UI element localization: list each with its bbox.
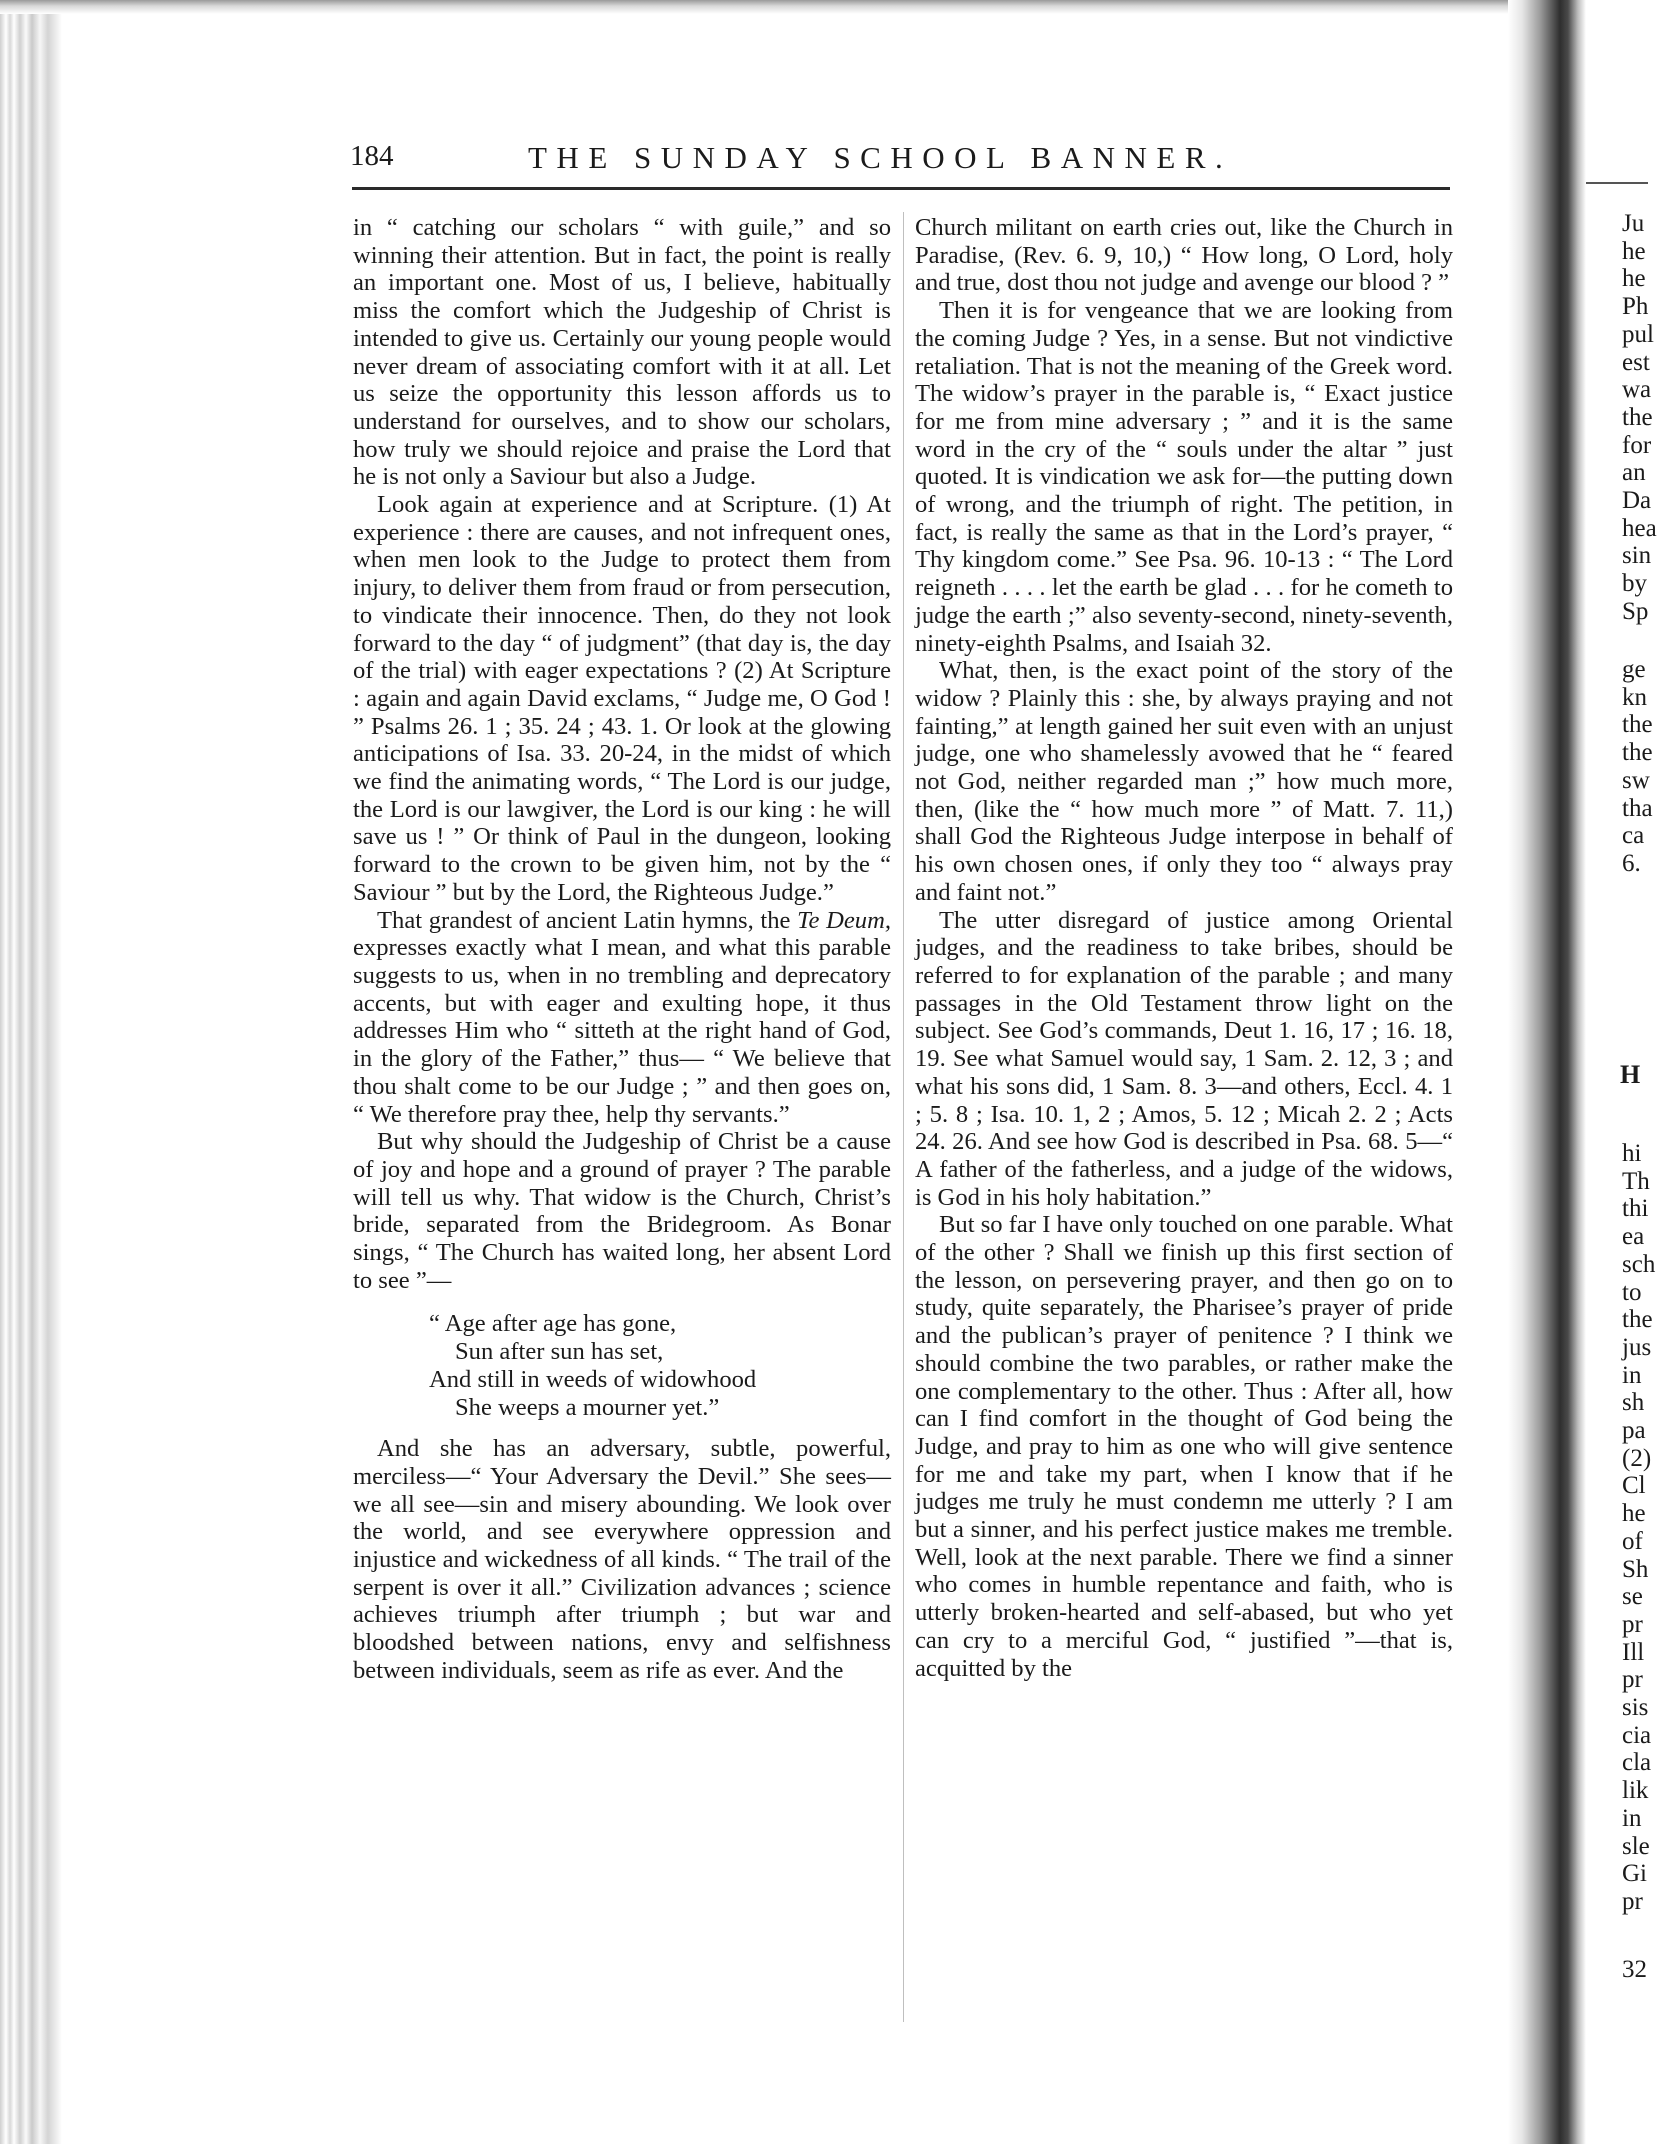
paragraph: What, then, is the exact point of the story of the widow ? Plainly this : she, by always praying and not fainting,” at length gained her suit even with an unjust judge, one who shamelessly avowed that he “ feared not God, neither regarded man ;” how much more, then, (like the “ how much more ” of Matt. 7. 11,) shall God the Righteous Judge interpose in behalf of his own chosen ones, if only they too “ always pray and faint not.” (915, 657, 1453, 906)
header-rule (352, 187, 1450, 190)
facing-page-fragment: ge (1622, 656, 1646, 683)
facing-page-fragment: cla (1622, 1749, 1652, 1777)
facing-page-fragment: Da (1622, 487, 1652, 514)
facing-page-fragment: an (1622, 459, 1646, 487)
facing-page-fragment: pr (1622, 1887, 1643, 1915)
column-divider (903, 212, 904, 2022)
facing-page-fragment: the (1622, 403, 1653, 431)
facing-page-fragment: wa (1622, 376, 1652, 404)
facing-page-fragment: Cl (1622, 1472, 1646, 1500)
facing-page-fragment: Ph (1622, 293, 1649, 321)
verse-line: “ Age after age has gone, (429, 1310, 677, 1338)
facing-page-fragment: cia (1622, 1721, 1652, 1749)
facing-page-fragment: sin (1622, 542, 1652, 570)
facing-page-fragment: thi (1622, 1195, 1649, 1223)
paragraph: Then it is for vengeance that we are looking from the coming Judge ? Yes, in a sense. But not vindictive retaliation. That is not the meaning of the Greek word. The widow’s prayer in the parable is, “ Exact justice for me from mine adversary ; ” and it is the same word in the cry of the “ souls under the altar ” just quoted. It is vindication we ask for—the putting down of wrong, and the triumph of right. The petition, in fact, is really the same as that in the Lord’s prayer, “ Thy kingdom come.” See Psa. 96. 10-13 : “ The Lord reigneth . . . . let the earth be glad . . . for he cometh to judge the earth ;” also seventy-second, ninety-seventh, ninety-eighth Psalms, and Isaiah 32. (915, 297, 1453, 657)
right-column (915, 214, 1453, 1682)
facing-page-fragment: 32 (1622, 1956, 1647, 1983)
facing-page-fragment: in (1622, 1361, 1642, 1389)
facing-page-fragment: he (1622, 237, 1646, 265)
facing-page-fragment: kn (1622, 683, 1647, 711)
facing-page-fragment: ea (1622, 1223, 1645, 1251)
facing-page-fragment: hea (1622, 514, 1657, 542)
page-header (350, 136, 1450, 186)
facing-page-fragment: tha (1622, 794, 1653, 822)
facing-page-fragment: ca (1622, 822, 1645, 850)
facing-page-fragment: sh (1622, 1389, 1645, 1417)
paragraph-te-deum (353, 907, 891, 1129)
paragraph: But so far I have only touched on one parable. What of the other ? Shall we finish up this first section of the lesson, on persevering prayer, and then go on to study, quite separately, the Pharisee’s prayer of pride and the publican’s prayer of penitence ? I think we should combine the two parables, or rather make the one complementary to the other. Thus : After all, how can I find comfort in the thought of God being the Judge, and pray to him as one who will give sentence for me and take my part, when I know that if he judges me truly he must condemn me utterly ? I am but a sinner, and his perfect justice makes me tremble. Well, look at the next parable. There we find a sinner who comes in humble repentance and faith, who is utterly broken-hearted and self-abased, but who yet can cry to a merciful God, “ justified ”—that is, acquitted by the (915, 1211, 1453, 1682)
facing-page-fragment: in (1622, 1804, 1642, 1832)
paragraph: And she has an adversary, subtle, powerful, merciless—“ Your Adversary the Devil.” She sees—we all see—sin and misery abounding. We look over the world, and see everywhere oppression and injustice and wickedness of all kinds. “ The trail of the serpent is over it all.” Civilization advances ; science achieves triumph after triumph ; but war and bloodshed between nations, envy and selfishness between individuals, seem as rife as ever. And the (353, 1435, 891, 1684)
facing-page-fragment: sle (1622, 1832, 1650, 1860)
facing-page-fragment: the (1622, 711, 1653, 739)
left-column (353, 214, 891, 1685)
facing-page-fragment: se (1622, 1583, 1643, 1611)
paragraph: The utter disregard of justice among Oriental judges, and the readiness to take bribes, should be referred to for explanation of the parable ; and many passages in the Old Testament throw light on the subject. See God’s commands, Deut 1. 16, 17 ; 16. 18, 19. See what Samuel would say, 1 Sam. 2. 12, 3 ; and what his sons did, 1 Sam. 8. 3—and others, Eccl. 4. 1 ; 5. 8 ; Isa. 10. 1, 2 ; Amos, 5. 12 ; Micah 2. 2 ; Acts 24. 26. And see how God is described in Psa. 68. 5—“ A father of the fatherless, and a judge of the widows, is God in his holy habitation.” (915, 906, 1453, 1211)
verse-line: She weeps a mourner yet.” (455, 1393, 720, 1421)
paragraph: in “ catching our scholars “ with guile,” and so winning their attention. But in fact, the point is really an important one. Most of us, I believe, habitually miss the comfort which the Judgeship of Christ is intended to give us. Certainly our young people would never dream of associating comfort with it at all. Let us seize the opportunity this lesson affords us to understand for ourselves, and to show our scholars, how truly we should rejoice and praise the Lord that he is not only a Saviour but also a Judge. (353, 214, 891, 491)
facing-page-fragment: sw (1622, 766, 1650, 794)
paragraph: Look again at experience and at Scripture. (1) At experience : there are causes, and not infrequent ones, when men look to the Judge to protect them from injury, to deliver them from fraud or from persecution, to vindicate their innocence. Then, do they not look forward to the day “ of judgment” (that day is, the day of the trial) with eager expectations ? (2) At Scripture : again and again David exclams, “ Judge me, O God ! ” Psalms 26. 1 ; 35. 24 ; 43. 1. Or look at the glowing anticipations of Isa. 33. 20-24, in the midst of which we find the animating words, “ The Lord is our judge, the Lord is our lawgiver, the Lord is our king : he will save us ! ” Or think of Paul in the dungeon, looking forward to the crown to be given him, not by the “ Saviour ” but by the Lord, the Righteous Judge.” (353, 491, 891, 906)
facing-page-fragment: he (1622, 265, 1646, 293)
facing-page-fragment: he (1622, 1500, 1646, 1528)
facing-page-fragment: pul (1622, 320, 1654, 348)
verse-line: And still in weeds of widowhood (429, 1365, 757, 1393)
facing-page-fragment: sis (1622, 1694, 1649, 1721)
facing-page-rule (1586, 182, 1648, 184)
te-deum-after: expresses exactly what I mean, and what this parable suggests to us, when in no trembling and deprecatory accents, but with eager and exulting hope, it thus addresses Him who “ sitteth at the right hand of God, in the glory of the Father,” thus— “ We believe that thou shalt come to be our Judge ; ” and then goes on, “ We therefore pray thee, help thy servants.” (353, 934, 891, 1128)
page-top-edge (0, 0, 1530, 14)
facing-page-fragment: for (1622, 431, 1652, 459)
facing-page-fragment: by (1622, 570, 1647, 598)
running-title: THE SUNDAY SCHOOL BANNER. (528, 140, 1233, 175)
book-gutter-shadow (1508, 0, 1586, 2144)
facing-page-fragment: pr (1622, 1610, 1643, 1638)
facing-page-fragment: (2) (1622, 1444, 1652, 1472)
te-deum-before: That grandest of ancient Latin hymns, the (377, 906, 791, 934)
facing-page-edge (1586, 0, 1657, 2144)
facing-page-fragment: Sh (1622, 1555, 1649, 1583)
facing-page-fragment: jus (1622, 1333, 1652, 1361)
verse-quote (353, 1310, 891, 1421)
facing-page-fragment: Ju (1622, 210, 1645, 237)
facing-page-fragment: hi (1622, 1140, 1642, 1167)
te-deum-title: Te Deum, (797, 906, 891, 934)
facing-page-fragment: Th (1622, 1167, 1650, 1195)
facing-page-fragment: est (1622, 348, 1650, 376)
facing-page-fragment: lik (1622, 1777, 1649, 1805)
verse-line: Sun after sun has set, (455, 1338, 664, 1366)
facing-page-fragment: Gi (1622, 1860, 1647, 1888)
facing-page-heading: H (1620, 1060, 1641, 1089)
facing-page-fragment: pa (1622, 1417, 1646, 1444)
paragraph: But why should the Judgeship of Christ be a cause of joy and hope and a ground of prayer ? The parable will tell us why. That widow is the Church, Christ’s bride, separated from the Bridegroom. As Bonar sings, “ The Church has waited long, her absent Lord to see ”— (353, 1128, 891, 1294)
book-page-stack (0, 0, 62, 2144)
facing-page-fragment: Sp (1622, 597, 1649, 625)
paragraph: Church militant on earth cries out, like the Church in Paradise, (Rev. 6. 9, 10,) “ How long, O Lord, holy and true, dost thou not judge and avenge our blood ? ” (915, 214, 1453, 297)
facing-page-fragment: to (1622, 1278, 1642, 1306)
facing-page-fragment: Ill (1622, 1638, 1645, 1666)
facing-page-fragment: the (1622, 739, 1653, 767)
facing-page-fragment: sch (1622, 1250, 1656, 1278)
facing-page-fragment: the (1622, 1306, 1653, 1334)
facing-page-fragment: of (1622, 1527, 1643, 1555)
facing-page-fragment: 6. (1622, 849, 1641, 877)
page-number: 184 (350, 140, 394, 172)
facing-page-fragment: pr (1622, 1666, 1643, 1694)
